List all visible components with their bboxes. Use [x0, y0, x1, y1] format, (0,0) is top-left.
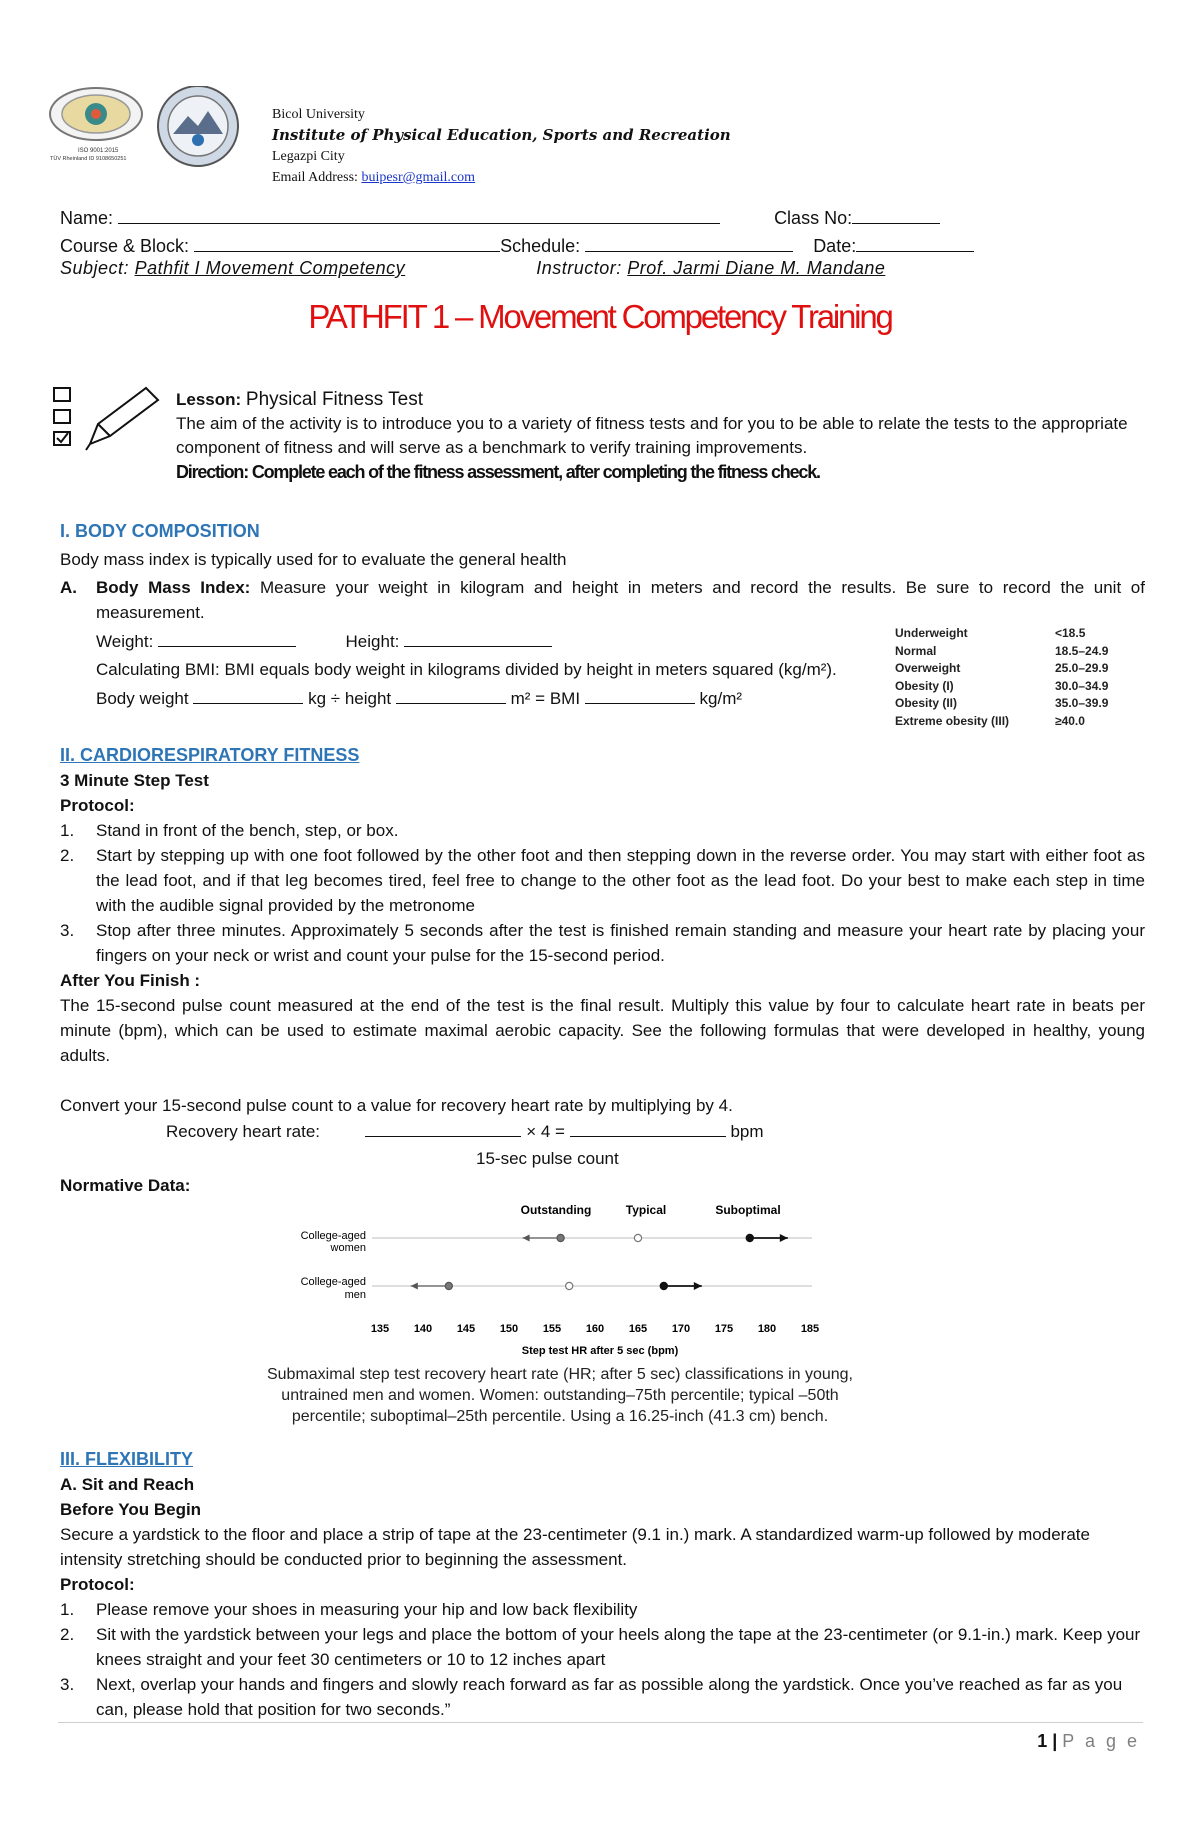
name-label: Name:	[60, 208, 114, 228]
schedule-blank[interactable]	[585, 233, 793, 252]
subject-value: Pathfit I Movement Competency	[134, 258, 406, 278]
typical-point	[634, 1234, 641, 1241]
institution-header	[272, 104, 731, 188]
formula-body-weight: Body weight	[96, 689, 189, 708]
legend-typical: Typical	[625, 1203, 667, 1217]
bmi-row	[895, 713, 1108, 731]
before-begin-text: Secure a yardstick to the floor and place a strip of tape at the 23-centimeter (9.1 in.) mark. A standardized warm-up followed by moderate intensity stretching should be conducted prior to beginning the assessment.	[60, 1525, 1090, 1569]
formula-kg-height: kg ÷ height	[308, 689, 392, 708]
convert-text: Convert your 15-second pulse count to a value for recovery heart rate by multiplying by 4.	[60, 1096, 733, 1115]
university-name: Bicol University	[272, 107, 365, 122]
recovery-row	[60, 1118, 1145, 1144]
bmi-category: Obesity (II)	[895, 696, 958, 711]
x-tick-label: 160	[585, 1323, 605, 1335]
bmi-item-letter: A.	[60, 578, 77, 597]
normative-chart	[280, 1200, 840, 1360]
row-label-women-2: women	[330, 1242, 366, 1254]
bicol-university-seal	[50, 88, 142, 140]
course-blank[interactable]	[194, 233, 500, 252]
cardio-protocol-label: Protocol:	[60, 796, 135, 815]
row-label-women-1: College-aged	[300, 1230, 366, 1242]
row-label-men-2: men	[344, 1289, 366, 1301]
step-test-name: 3 Minute Step Test	[60, 771, 209, 790]
cardio-heading: II. CARDIORESPIRATORY FITNESS	[60, 745, 360, 765]
pulse-count-caption: 15-sec pulse count	[476, 1149, 619, 1168]
x-axis-label: Step test HR after 5 sec (bpm)	[521, 1345, 679, 1357]
lesson-name: Physical Fitness Test	[245, 389, 423, 410]
bmi-row	[895, 625, 1108, 643]
bmi-item-title: Body Mass Index:	[96, 578, 251, 597]
schedule-label: Schedule:	[500, 236, 581, 256]
typical-point	[566, 1282, 573, 1289]
step-text: Please remove your shoes in measuring your hip and low back flexibility	[96, 1600, 638, 1619]
suboptimal-point	[746, 1234, 753, 1241]
after-finish-label: After You Finish :	[60, 971, 201, 990]
university-logos	[48, 86, 258, 176]
sit-reach-subhead: A. Sit and Reach	[60, 1475, 195, 1494]
formula-unit: kg/m²	[699, 689, 743, 708]
cardio-step	[60, 843, 1145, 918]
checklist-pencil-icon	[50, 386, 160, 452]
bmi-range: 25.0–29.9	[1055, 661, 1109, 676]
x-tick-label: 170	[671, 1323, 691, 1335]
cardio-step	[60, 918, 1145, 968]
bmi-row	[895, 643, 1108, 661]
bmi-range: 30.0–34.9	[1055, 678, 1109, 693]
normative-label: Normative Data:	[60, 1176, 191, 1195]
page-word: P a g e	[1062, 1731, 1140, 1751]
subject-label: Subject:	[60, 258, 130, 278]
classno-label: Class No:	[774, 208, 853, 228]
bmi-category: Normal	[895, 643, 937, 658]
step-text: Next, overlap your hands and fingers and slowly reach forward as far as possible along the yardstick. Once you’ve reached as far as you can, please hold that position for two seconds.”	[96, 1675, 1123, 1719]
flex-step	[60, 1672, 1145, 1722]
x-tick-label: 165	[628, 1323, 648, 1335]
bmi-range: 35.0–39.9	[1055, 696, 1109, 711]
bmi-range: ≥40.0	[1055, 713, 1085, 728]
bmi-row	[895, 695, 1108, 713]
x-tick-label: 175	[714, 1323, 734, 1335]
page-title: PATHFIT 1 – Movement Competency Training	[308, 298, 892, 335]
flexibility-heading: III. FLEXIBILITY	[60, 1449, 194, 1469]
step-number: 2.	[60, 1625, 75, 1644]
legend-suboptimal: Suboptimal	[715, 1203, 781, 1217]
name-blank[interactable]	[118, 205, 720, 224]
flex-step	[60, 1597, 1145, 1622]
step-number: 1.	[60, 1600, 75, 1619]
bmi-category: Obesity (I)	[895, 678, 954, 693]
outstanding-point	[445, 1282, 452, 1289]
lesson-label: Lesson:	[176, 390, 242, 409]
step-text: Stand in front of the bench, step, or box.	[96, 821, 399, 840]
outstanding-point	[557, 1234, 564, 1241]
formula-height-blank[interactable]	[396, 685, 506, 704]
bmi-category: Overweight	[895, 661, 961, 676]
x-tick-label: 140	[413, 1323, 433, 1335]
classno-blank[interactable]	[852, 205, 940, 224]
height-label: Height:	[345, 632, 400, 651]
x-tick-label: 155	[542, 1323, 562, 1335]
step-text: Sit with the yardstick between your legs and place the bottom of your heels along the tape at the 23-centimeter (or 9.1-in.) mark. Keep your knees straight and your feet 30 centimeters or 10 to 12 inches apart	[96, 1625, 1141, 1669]
flexibility-section	[60, 1447, 1145, 1722]
lesson-aim: The aim of the activity is to introduce you to a variety of fitness tests and for you to be able to relate the tests to the appropriate component of fitness and will serve as a benchmark to verify training improvements.	[176, 414, 1128, 457]
tuv-text: TÜV Rheinland ID 9108650251	[50, 156, 127, 162]
row-label-men-1: College-aged	[300, 1276, 366, 1288]
flex-step	[60, 1622, 1145, 1672]
suboptimal-arrowhead	[780, 1234, 788, 1242]
institute-name: Institute of Physical Education, Sports and Recreation	[272, 126, 731, 144]
step-text: Stop after three minutes. Approximately 5 seconds after the test is finished remain standing and measure your heart rate by placing your fingers on your neck or wrist and count your pulse for the 15-second period.	[96, 921, 1145, 965]
step-number: 3.	[60, 921, 75, 940]
step-number: 2.	[60, 846, 75, 865]
lesson-block	[176, 388, 1136, 484]
direction-text: Complete each of the fitness assessment, after completing the fitness check.	[251, 462, 820, 482]
name-row	[60, 205, 940, 229]
x-tick-label: 185	[800, 1323, 820, 1335]
page-number: 1	[1037, 1731, 1048, 1751]
body-composition-heading: I. BODY COMPOSITION	[60, 521, 260, 541]
bpm-unit: bpm	[730, 1122, 764, 1141]
recovery-label: Recovery heart rate:	[166, 1122, 321, 1141]
cardio-section	[60, 743, 1145, 1198]
x-tick-label: 145	[456, 1323, 476, 1335]
formula-bmi-blank[interactable]	[585, 685, 695, 704]
x-tick-label: 180	[757, 1323, 777, 1335]
footer-divider	[58, 1722, 1143, 1723]
lesson-direction	[176, 460, 1136, 484]
outstanding-arrowhead	[411, 1283, 418, 1290]
suboptimal-arrowhead	[694, 1282, 702, 1290]
date-label: Date:	[813, 236, 857, 256]
bmi-classification-table	[895, 625, 1108, 731]
bmi-row	[895, 678, 1108, 696]
course-label: Course & Block:	[60, 236, 190, 256]
x-tick-label: 150	[499, 1323, 519, 1335]
x-tick-label: 135	[370, 1323, 390, 1335]
times-four: × 4 =	[526, 1122, 565, 1141]
cardio-step	[60, 818, 1145, 843]
bmi-calc-text: Calculating BMI: BMI equals body weight in kilograms divided by height in meters squared (kg/m²).	[96, 660, 837, 679]
step-text: Start by stepping up with one foot followed by the other foot and then stepping down in the reverse order. You may start with either foot as the lead foot, and if that leg becomes tired, feel free to change to the other foot as the lead foot. Do your best to make each step in time with the audible signal provided by the metronome	[96, 846, 1145, 915]
formula-bmi: m² = BMI	[510, 689, 581, 708]
weight-blank[interactable]	[158, 628, 296, 647]
body-composition-intro: Body mass index is typically used for to evaluate the general health	[60, 550, 567, 569]
instructor-label: Instructor:	[536, 258, 622, 278]
email-line	[272, 167, 731, 188]
pulse-count-blank[interactable]	[365, 1118, 521, 1137]
flex-protocol-label: Protocol:	[60, 1575, 135, 1594]
recovery-hr-blank[interactable]	[570, 1118, 726, 1137]
step-number: 3.	[60, 1675, 75, 1694]
weight-label: Weight:	[96, 632, 154, 651]
date-blank[interactable]	[856, 233, 974, 252]
course-row	[60, 233, 974, 257]
page-footer	[1037, 1731, 1140, 1752]
lesson-title	[176, 388, 1136, 412]
iso-text: ISO 9001:2015	[78, 148, 119, 154]
email-label: Email Address:	[272, 170, 358, 185]
normative-caption: Submaximal step test recovery heart rate (HR; after 5 sec) classifications in young, untrained men and women. Women: outstanding–75th percentile; typical –50th percentile; suboptimal–25th percentile. Using a 16.25-inch (41.3 cm) bench.	[266, 1366, 853, 1425]
bmi-category: Extreme obesity (III)	[895, 713, 1010, 728]
city: Legazpi City	[272, 149, 345, 164]
subject-row	[60, 258, 885, 279]
email-link[interactable]: buipesr@gmail.com	[361, 170, 476, 185]
x-axis-ticks	[371, 1323, 819, 1335]
bmi-item	[60, 575, 1145, 625]
instructor-value: Prof. Jarmi Diane M. Mandane	[627, 258, 886, 278]
formula-weight-blank[interactable]	[193, 685, 303, 704]
outstanding-arrowhead	[523, 1235, 530, 1242]
suboptimal-point	[660, 1282, 667, 1289]
step-number: 1.	[60, 821, 75, 840]
chart-marks	[411, 1234, 788, 1290]
direction-label: Direction:	[176, 462, 249, 482]
page-separator: |	[1052, 1731, 1058, 1751]
after-finish-text: The 15-second pulse count measured at the end of the test is the final result. Multiply this value by four to calculate heart rate in beats per minute (bpm), which can be used to estimate maximal aerobic capacity. See the following formulas that were developed in healthy, young adults.	[60, 996, 1145, 1065]
before-begin-label: Before You Begin	[60, 1500, 202, 1519]
bmi-category: Underweight	[895, 626, 968, 640]
height-blank[interactable]	[404, 628, 552, 647]
legend-outstanding: Outstanding	[520, 1203, 592, 1217]
bmi-item-text: Measure your weight in kilogram and height in meters and record the results. Be sure to record the unit of measurement.	[96, 578, 1145, 622]
bmi-row	[895, 660, 1108, 678]
ipesr-seal	[158, 86, 238, 166]
bmi-range: <18.5	[1055, 626, 1086, 640]
bmi-range: 18.5–24.9	[1055, 643, 1109, 658]
